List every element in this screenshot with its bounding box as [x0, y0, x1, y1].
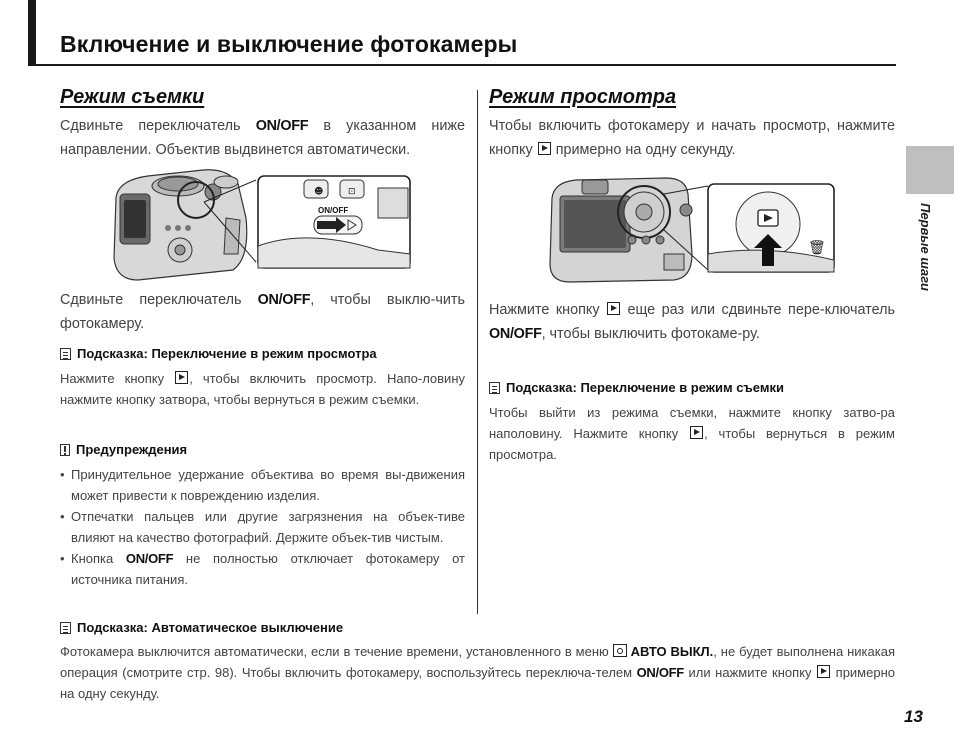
text: Кнопка [71, 551, 126, 566]
playback-button-icon [175, 371, 188, 384]
onoff-label: ON/OFF [257, 292, 311, 308]
text: , не будет выполнена никакая операция (смотрите стр. 98). Чтобы включить фотокамеру, воспользуйтесь переключа-телем [60, 644, 895, 680]
title-rule [28, 64, 896, 66]
text: , чтобы включить просмотр. Напо-ловину нажмите кнопку затвора, чтобы вернуться в режим съемки. [60, 371, 466, 407]
text: Сдвиньте переключатель [60, 292, 258, 308]
hint-title: Подсказка: Переключение в режим просмотра [77, 346, 377, 361]
text: примерно на одну секунду. [60, 665, 895, 701]
warnings-title: Предупреждения [76, 442, 188, 457]
hint-playback-heading [60, 346, 377, 361]
camera-back-drawing [550, 178, 708, 282]
text: еще раз или сдвиньте пере-ключатель [621, 302, 895, 318]
page-title: Включение и выключение фотокамеры [60, 31, 518, 57]
warnings-list [60, 464, 465, 590]
memo-icon [489, 382, 500, 394]
svg-text:⊡: ⊡ [348, 187, 356, 197]
text: , чтобы вернуться в режим просмотра. [489, 426, 895, 462]
shooting-mode-off [60, 288, 465, 336]
memo-icon [60, 348, 71, 360]
shooting-mode-intro [60, 114, 465, 162]
list-item: • Принудительное удержание объектива во время вы-движения может привести к повреждению изделия. [60, 464, 465, 506]
column-divider [477, 90, 478, 614]
hint-title: Подсказка: Автоматическое выключение [77, 620, 344, 635]
hint-shooting-heading [489, 380, 784, 395]
title-accent-bar [28, 0, 36, 64]
onoff-label: ON/OFF [636, 665, 684, 680]
svg-text:☻: ☻ [314, 187, 324, 197]
text: Нажмите кнопку [60, 371, 175, 386]
playback-mode-intro [489, 114, 895, 162]
text: не полностью отключает фотокамеру от источника питания. [71, 551, 465, 587]
text: Чтобы выйти из режима съемки, нажмите кнопку затво-ра наполовину. Нажмите кнопку [489, 405, 895, 441]
page-number: 13 [904, 707, 923, 726]
text: Сдвиньте переключатель [60, 118, 256, 134]
warning-icon [60, 444, 70, 456]
playback-zoom-inset [708, 184, 834, 272]
menu-item-label: АВТО ВЫКЛ. [630, 644, 714, 659]
text: , чтобы выключить фотокаме-ру. [541, 326, 760, 342]
svg-text:🗑: 🗑 [808, 240, 826, 256]
side-tab-marker [906, 146, 954, 194]
list-item [60, 548, 465, 590]
onoff-label: ON/OFF [489, 326, 542, 342]
camera-body-drawing [114, 170, 256, 280]
playback-button-icon [538, 142, 551, 155]
playback-button-icon [690, 426, 703, 439]
text: примерно на одну секунду. [551, 142, 736, 158]
playback-mode-off [489, 298, 895, 346]
switch-zoom-inset [258, 176, 410, 268]
playback-mode-heading: Режим просмотра [489, 86, 677, 108]
camera-switch-illustration [108, 158, 414, 282]
hint-title: Подсказка: Переключение в режим съемки [506, 380, 784, 395]
setup-menu-icon [613, 644, 627, 657]
playback-button-icon [817, 665, 830, 678]
playback-button-icon [607, 302, 620, 315]
warnings-heading [60, 442, 187, 457]
hint-playback-text [60, 368, 465, 410]
text: в указанном ниже направлении. Объектив выдвинется автоматически. [60, 118, 465, 158]
text: Нажмите кнопку [489, 302, 607, 318]
onoff-label: ON/OFF [125, 551, 174, 566]
camera-playback-illustration [546, 174, 838, 286]
list-item: • Отпечатки пальцев или другие загрязнения на объек-тиве влияют на качество фотографий. Держите объек-тив чистым. [60, 506, 465, 548]
memo-icon [60, 622, 71, 634]
hint-auto-off-text [60, 641, 895, 704]
hint-shooting-text [489, 402, 895, 465]
hint-auto-off-heading [60, 620, 343, 635]
text: , чтобы выклю-чить фотокамеру. [60, 292, 465, 332]
onoff-label: ON/OFF [255, 118, 309, 134]
switch-label: ON/OFF [318, 206, 349, 215]
text: Чтобы включить фотокамеру и начать просмотр, нажмите кнопку [489, 118, 895, 158]
text: Фотокамера выключится автоматически, если в течение времени, установленного в меню [60, 644, 613, 659]
shooting-mode-heading: Режим съемки [60, 86, 205, 108]
side-tab-label: Первые шаги [918, 203, 933, 291]
text: или нажмите кнопку [683, 665, 817, 680]
